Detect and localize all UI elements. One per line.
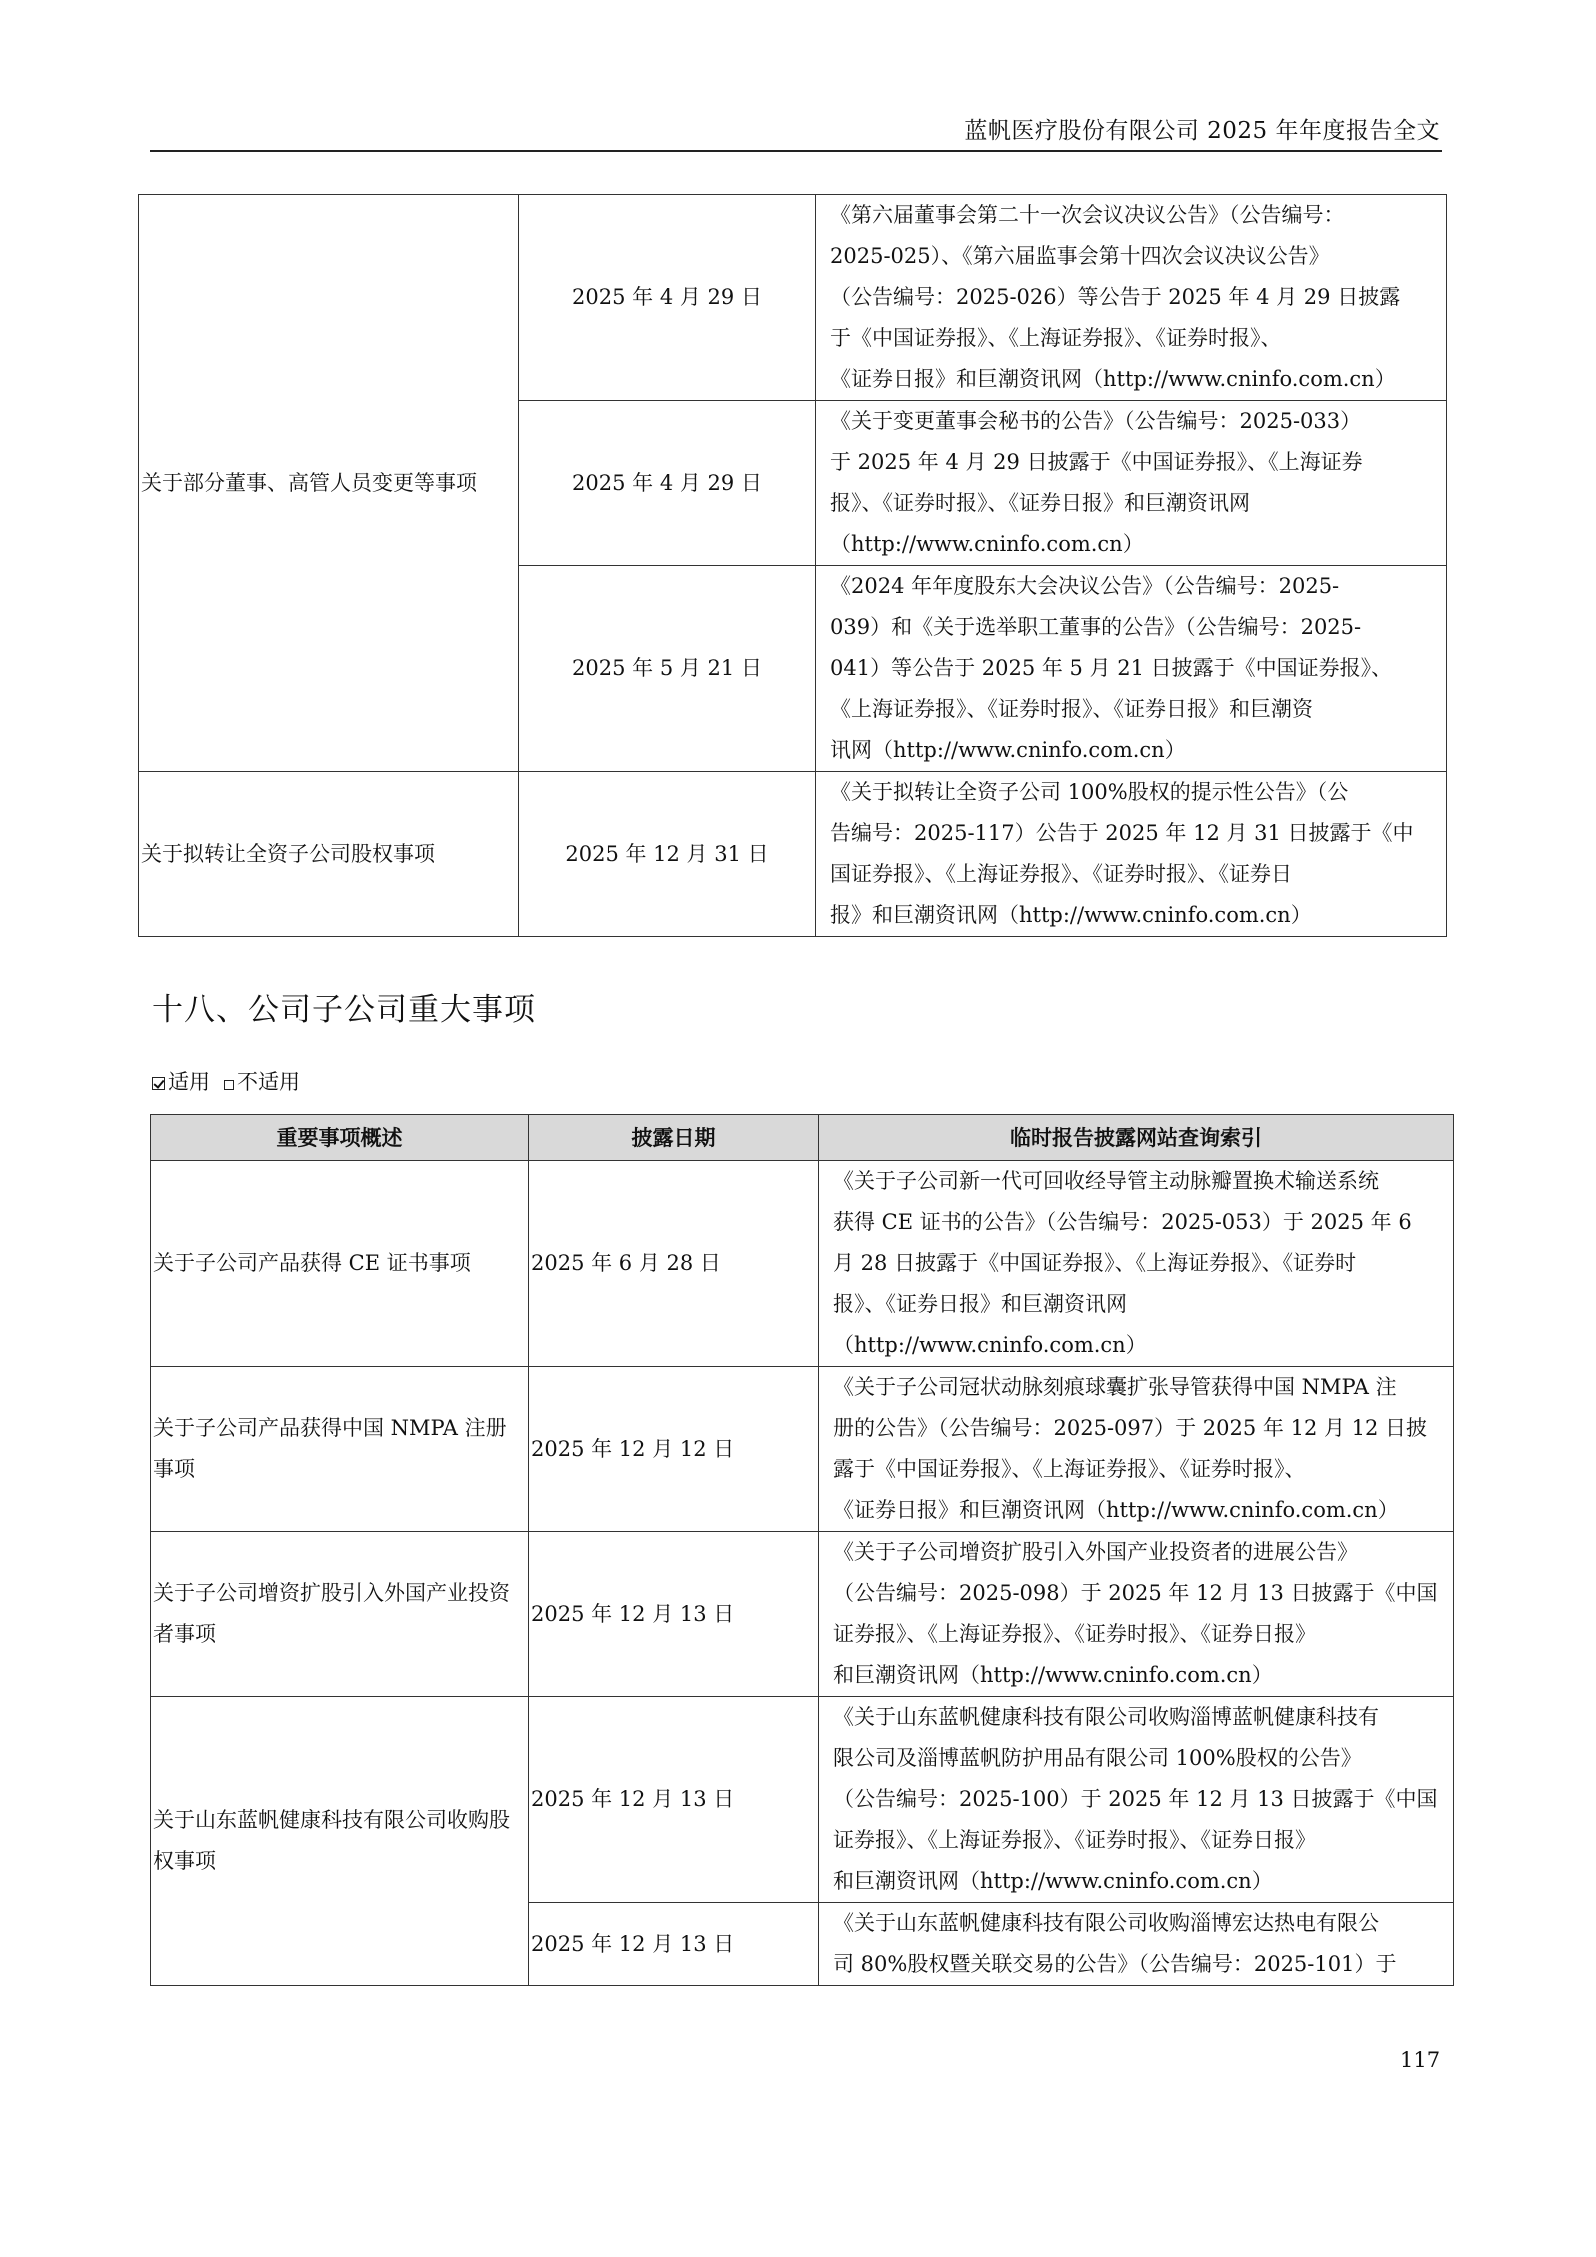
table-row [151,1161,1454,1367]
index-text-line: 获得 CE 证书的公告》（公告编号：2025-053）于 2025 年 6 [833,1210,1412,1234]
report-index-cell [816,401,1447,566]
index-text-line: 《关于山东蓝帆健康科技有限公司收购淄博宏达热电有限公 [833,1911,1379,1935]
index-text-line: 《证券日报》和巨潮资讯网（http://www.cninfo.com.cn） [833,1498,1399,1522]
column-header-summary: 重要事项概述 [151,1115,529,1161]
page-header-title: 蓝帆医疗股份有限公司 2025 年年度报告全文 [964,118,1440,144]
index-text-line: 《上海证券报》、《证券时报》、《证券日报》和巨潮资 [830,697,1313,721]
applicability-options [152,1066,300,1096]
index-text-line: 证券报》、《上海证券报》、《证券时报》、《证券日报》 [833,1622,1316,1646]
index-text-line: （公告编号：2025-026）等公告于 2025 年 4 月 29 日披露 [830,285,1401,309]
page-number: 117 [1400,2048,1441,2072]
report-index-cell [816,772,1447,937]
index-text-line: 露于《中国证券报》、《上海证券报》、《证券时报》、 [833,1457,1306,1481]
applicable-label: 适用 [168,1070,210,1094]
index-text-line: 证券报》、《上海证券报》、《证券时报》、《证券日报》 [833,1828,1316,1852]
table-header-row [151,1115,1454,1161]
column-header-date: 披露日期 [529,1115,819,1161]
disclosure-date-cell: 2025 年 12 月 13 日 [529,1903,819,1986]
index-text-line: 讯网（http://www.cninfo.com.cn） [830,738,1186,762]
disclosure-date-cell: 2025 年 6 月 28 日 [529,1161,819,1367]
index-text-line: 和巨潮资讯网（http://www.cninfo.com.cn） [833,1663,1273,1687]
index-text-line: 于《中国证券报》、《上海证券报》、《证券时报》、 [830,326,1282,350]
report-index-cell [819,1532,1454,1697]
index-text-line: 《关于变更董事会秘书的公告》（公告编号：2025-033） [830,409,1362,433]
report-index-cell [819,1161,1454,1367]
subsidiary-matters-table [150,1114,1454,1986]
index-text-line: 告编号：2025-117）公告于 2025 年 12 月 31 日披露于《中 [830,821,1414,845]
report-index-cell [819,1697,1454,1903]
index-text-line: 报》、《证券时报》、《证券日报》和巨潮资讯网 [830,491,1250,515]
index-text-line: （http://www.cninfo.com.cn） [830,532,1144,556]
disclosure-date-cell: 2025 年 12 月 13 日 [529,1532,819,1697]
disclosure-date-cell: 2025 年 12 月 12 日 [529,1367,819,1532]
index-text-line: 册的公告》（公告编号：2025-097）于 2025 年 12 月 12 日披 [833,1416,1428,1440]
report-index-cell [819,1367,1454,1532]
index-text-line: 《关于山东蓝帆健康科技有限公司收购淄博蓝帆健康科技有 [833,1705,1379,1729]
index-text-line: 《关于子公司新一代可回收经导管主动脉瓣置换术输送系统 [833,1169,1379,1193]
index-text-line: 于 2025 年 4 月 29 日披露于《中国证券报》、《上海证券 [830,450,1363,474]
checked-checkbox-icon [152,1077,165,1090]
disclosure-date-cell: 2025 年 12 月 13 日 [529,1697,819,1903]
index-text-line: 《关于拟转让全资子公司 100%股权的提示性公告》（公 [830,780,1349,804]
unchecked-checkbox-icon [224,1080,234,1090]
index-text-line: 月 28 日披露于《中国证券报》、《上海证券报》、《证券时 [833,1251,1357,1275]
report-index-cell [819,1903,1454,1986]
table-row [139,772,1447,937]
table-row [151,1532,1454,1697]
report-index-cell [816,566,1447,772]
disclosure-date-cell: 2025 年 5 月 21 日 [519,566,816,772]
column-header-index: 临时报告披露网站查询索引 [819,1115,1454,1161]
index-text-line: （公告编号：2025-098）于 2025 年 12 月 13 日披露于《中国 [833,1581,1438,1605]
matter-summary-cell: 关于子公司产品获得 CE 证书事项 [151,1161,529,1367]
matter-summary-cell: 关于子公司产品获得中国 NMPA 注册事项 [151,1367,529,1532]
disclosure-date-cell: 2025 年 12 月 31 日 [519,772,816,937]
table-row [151,1697,1454,1903]
index-text-line: （公告编号：2025-100）于 2025 年 12 月 13 日披露于《中国 [833,1787,1438,1811]
disclosure-date-cell: 2025 年 4 月 29 日 [519,195,816,401]
not-applicable-label: 不适用 [237,1070,300,1094]
index-text-line: 报》、《证券日报》和巨潮资讯网 [833,1292,1127,1316]
index-text-line: 和巨潮资讯网（http://www.cninfo.com.cn） [833,1869,1273,1893]
index-text-line: 《关于子公司增资扩股引入外国产业投资者的进展公告》 [833,1540,1358,1564]
index-text-line: 司 80%股权暨关联交易的公告》（公告编号：2025-101）于 [833,1952,1397,1976]
index-text-line: 《第六届董事会第二十一次会议决议公告》（公告编号： [830,203,1345,227]
index-text-line: 限公司及淄博蓝帆防护用品有限公司 100%股权的公告》 [833,1746,1362,1770]
section-heading: 十八、公司子公司重大事项 [152,992,536,1028]
table-row [139,195,1447,401]
matter-summary-cell: 关于拟转让全资子公司股权事项 [139,772,519,937]
matter-summary-cell: 关于山东蓝帆健康科技有限公司收购股权事项 [151,1697,529,1986]
index-text-line: 《关于子公司冠状动脉刻痕球囊扩张导管获得中国 NMPA 注 [833,1375,1397,1399]
index-text-line: 报》和巨潮资讯网（http://www.cninfo.com.cn） [830,903,1312,927]
index-text-line: 《2024 年年度股东大会决议公告》（公告编号：2025- [830,574,1340,598]
header-divider [150,150,1442,152]
index-text-line: 2025-025）、《第六届监事会第十四次会议决议公告》 [830,244,1330,268]
index-text-line: 《证券日报》和巨潮资讯网（http://www.cninfo.com.cn） [830,367,1396,391]
index-text-line: 041）等公告于 2025 年 5 月 21 日披露于《中国证券报》、 [830,656,1393,680]
index-text-line: 国证券报》、《上海证券报》、《证券时报》、《证券日 [830,862,1292,886]
matter-summary-cell: 关于子公司增资扩股引入外国产业投资者事项 [151,1532,529,1697]
table-row [151,1367,1454,1532]
announcement-table-continued [138,194,1447,937]
index-text-line: （http://www.cninfo.com.cn） [833,1333,1147,1357]
matter-summary-cell: 关于部分董事、高管人员变更等事项 [139,195,519,772]
report-index-cell [816,195,1447,401]
index-text-line: 039）和《关于选举职工董事的公告》（公告编号：2025- [830,615,1362,639]
disclosure-date-cell: 2025 年 4 月 29 日 [519,401,816,566]
